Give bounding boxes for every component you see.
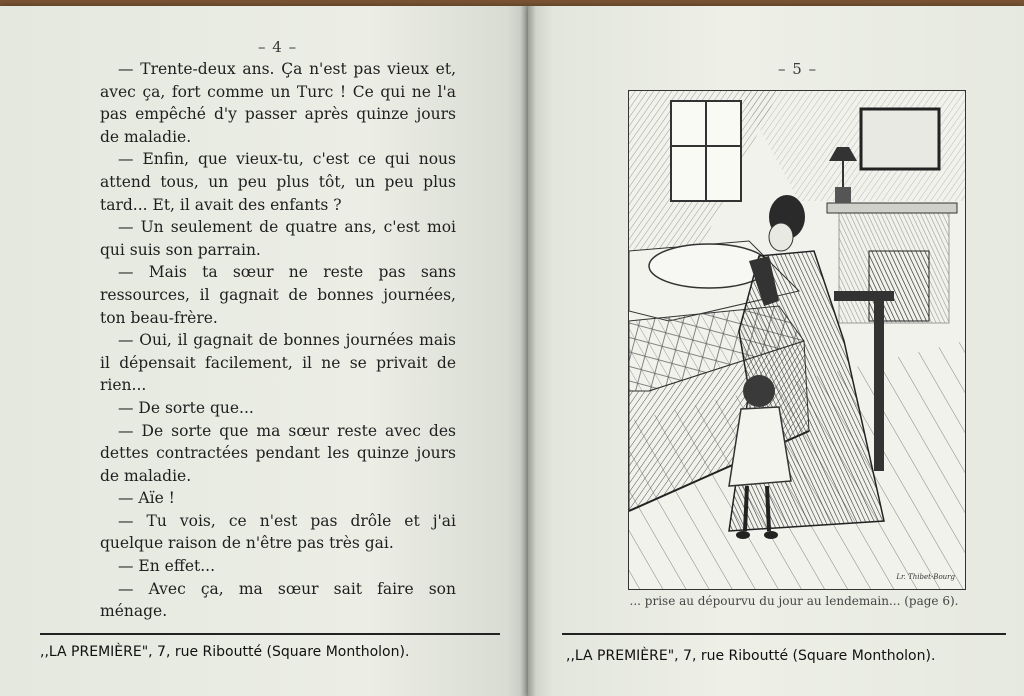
paragraph: — Un seulement de quatre ans, c'est moi qui suis son parrain. (100, 218, 456, 259)
right-page-number: – 5 – (778, 60, 818, 78)
book-gutter (520, 6, 536, 696)
paragraph: — Enfin, que vieux-tu, c'est ce qui nous attend tous, un peu plus tôt, un peu plus tard... Et, il avait des enfants ? (100, 150, 456, 214)
left-page-text (100, 58, 456, 623)
illustration-signature: Lr. Thibet-Bourg (896, 573, 955, 581)
right-footer: ,,LA PREMIÈRE", 7, rue Riboutté (Square Montholon). (566, 648, 936, 664)
illustration (628, 90, 966, 590)
left-footer-rule (40, 633, 500, 635)
paragraph: — Avec ça, ma sœur sait faire son ménage. (100, 579, 456, 621)
illustration-caption: ... prise au dépourvu du jour au lendemain... (page 6). (629, 594, 959, 608)
left-footer: ,,LA PREMIÈRE", 7, rue Riboutté (Square Montholon). (40, 644, 410, 660)
paragraph: — Tu vois, ce n'est pas drôle et j'ai quelque raison de n'être pas très gai. (100, 511, 456, 553)
paragraph: — En effet... (118, 557, 216, 576)
illustration-drawing (629, 91, 965, 589)
paragraph: — Trente-deux ans. Ça n'est pas vieux et, avec ça, fort comme un Turc ! Ce qui ne l'a pas empêché d'y passer après quinze jours de maladie. (100, 60, 456, 146)
paragraph: — Mais ta sœur ne reste pas sans ressources, il gagnait de bonnes journées, ton beau-frère. (100, 263, 456, 327)
paragraph: — Aïe ! (118, 489, 175, 508)
paragraph: — De sorte que ma sœur reste avec des dettes contractées pendant les quinze jours de maladie. (100, 421, 456, 485)
right-footer-rule (562, 633, 1006, 635)
paragraph: — Oui, il gagnait de bonnes journées mais il dépensait facilement, il ne se privait de rien... (100, 331, 456, 395)
paragraph: — De sorte que... (118, 398, 254, 417)
left-page-number: – 4 – (258, 38, 298, 56)
